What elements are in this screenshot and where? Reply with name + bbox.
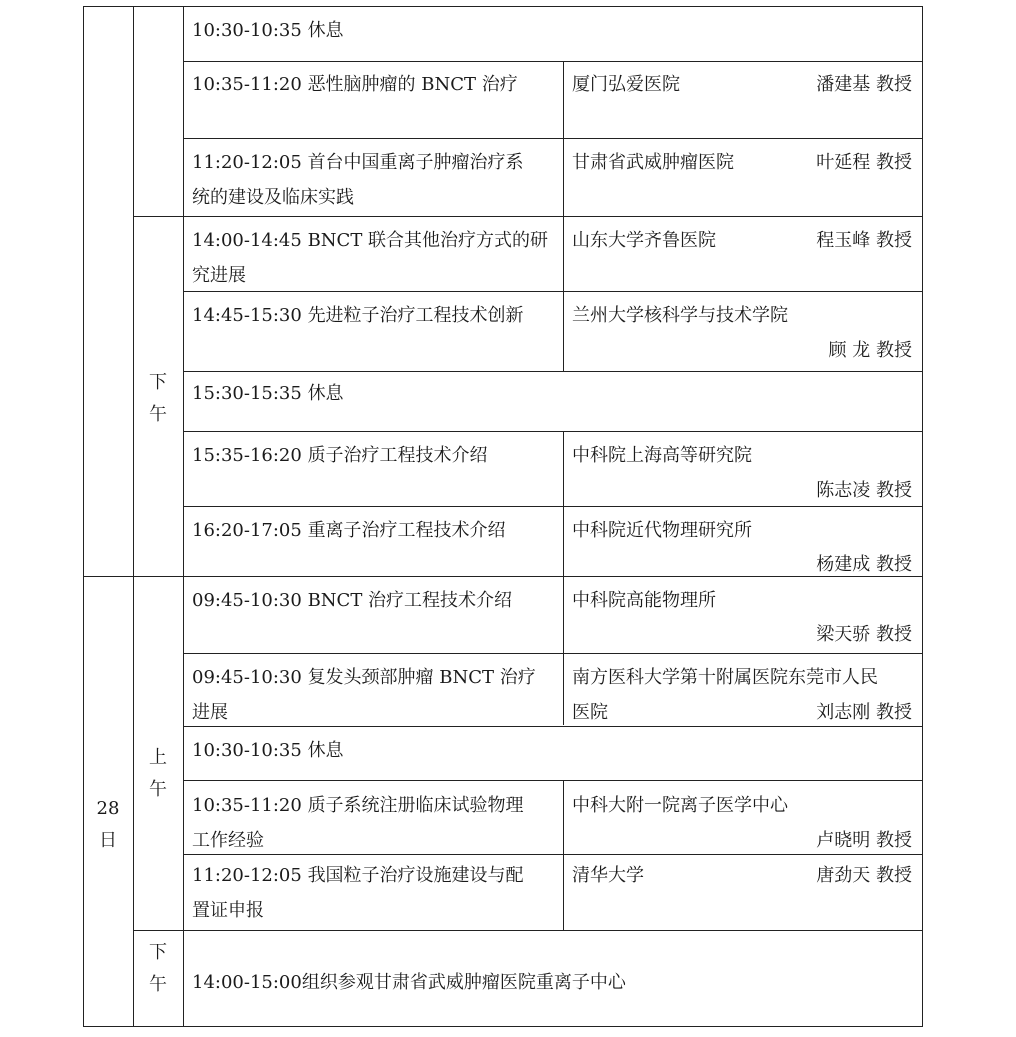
session-topic: 10:35-11:20 质子系统注册临床试验物理 (192, 795, 524, 816)
row-divider (183, 291, 922, 292)
session-visit: 14:00-15:00组织参观甘肃省武威肿瘤医院重离子中心 (192, 972, 626, 993)
session-speaker: 陈志凌 教授 (816, 480, 912, 501)
session-org: 南方医科大学第十附属医院东莞市人民 (572, 667, 878, 688)
session-topic-cont: 究进展 (192, 265, 246, 286)
row-divider (133, 930, 922, 931)
session-org: 中科大附一院离子医学中心 (572, 795, 788, 816)
session-topic: 14:00-14:45 BNCT 联合其他治疗方式的研 (192, 230, 549, 251)
session-org-cont: 医院 (572, 702, 608, 723)
day-divider (84, 576, 922, 577)
session-org: 中科院上海高等研究院 (572, 445, 752, 466)
session-org: 厦门弘爱医院 (572, 74, 680, 95)
session-org: 中科院近代物理研究所 (572, 520, 752, 541)
session-break: 10:30-10:35 休息 (192, 20, 344, 41)
row-divider (133, 216, 922, 217)
session-topic: 09:45-10:30 复发头颈部肿瘤 BNCT 治疗 (192, 667, 536, 688)
session-topic: 15:35-16:20 质子治疗工程技术介绍 (192, 445, 488, 466)
session-speaker: 唐劲天 教授 (816, 865, 912, 886)
row-divider (183, 431, 922, 432)
session-topic: 10:35-11:20 恶性脑肿瘤的 BNCT 治疗 (192, 74, 518, 95)
session-topic-cont: 进展 (192, 702, 228, 723)
session-break: 10:30-10:35 休息 (192, 740, 344, 761)
session-label-pm: 下 午 (149, 372, 167, 425)
session-speaker: 顾 龙 教授 (828, 340, 912, 361)
session-speaker: 潘建基 教授 (816, 74, 912, 95)
row-divider (183, 653, 922, 654)
session-speaker: 叶延程 教授 (816, 152, 912, 173)
row-divider (183, 726, 922, 727)
session-label-am: 上 午 (149, 747, 167, 800)
session-topic: 14:45-15:30 先进粒子治疗工程技术创新 (192, 305, 524, 326)
row-divider (183, 780, 922, 781)
session-topic-cont: 工作经验 (192, 830, 264, 851)
session-org: 清华大学 (572, 865, 644, 886)
session-org: 山东大学齐鲁医院 (572, 230, 716, 251)
session-topic: 16:20-17:05 重离子治疗工程技术介绍 (192, 520, 506, 541)
session-org: 中科院高能物理所 (572, 590, 716, 611)
session-speaker: 杨建成 教授 (816, 554, 912, 575)
session-topic: 11:20-12:05 首台中国重离子肿瘤治疗系 (192, 152, 524, 173)
session-speaker: 卢晓明 教授 (816, 830, 912, 851)
row-divider (183, 138, 922, 139)
session-topic: 11:20-12:05 我国粒子治疗设施建设与配 (192, 865, 524, 886)
session-topic-cont: 统的建设及临床实践 (192, 187, 354, 208)
session-speaker: 梁天骄 教授 (816, 624, 912, 645)
date-label: 28 日 (96, 798, 120, 851)
row-divider (183, 506, 922, 507)
session-org: 甘肃省武威肿瘤医院 (572, 152, 734, 173)
session-label-pm: 下 午 (149, 942, 167, 995)
session-topic-cont: 置证申报 (192, 900, 264, 921)
session-org: 兰州大学核科学与技术学院 (572, 305, 788, 326)
session-speaker: 刘志刚 教授 (816, 702, 912, 723)
session-break: 15:30-15:35 休息 (192, 383, 344, 404)
session-speaker: 程玉峰 教授 (816, 230, 912, 251)
session-topic: 09:45-10:30 BNCT 治疗工程技术介绍 (192, 590, 513, 611)
col-divider-date (133, 7, 134, 1026)
